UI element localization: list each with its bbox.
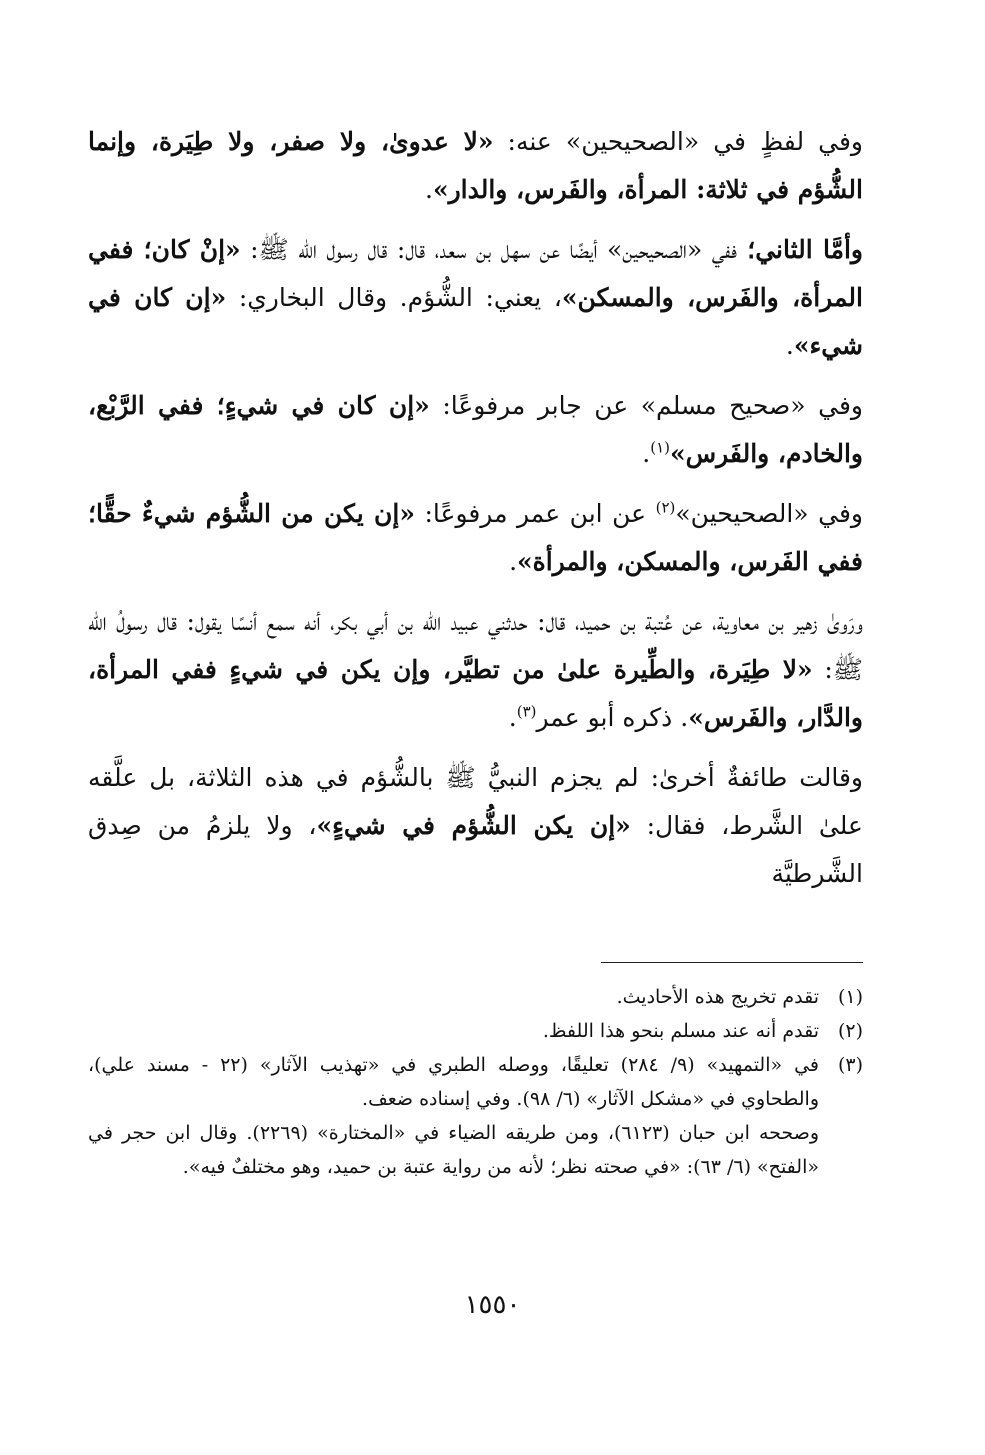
footnote-text: تقدم تخريج هذه الأحاديث.: [616, 986, 819, 1008]
paragraph-text: وفي «صحيح مسلم» عن جابر مرفوعًا:: [429, 391, 863, 420]
footnote-separator: [601, 962, 863, 963]
paragraph-text: عن ابن عمر مرفوعًا:: [414, 499, 656, 528]
page-number: ١٥٥٠: [464, 1290, 521, 1320]
paragraph: [88, 118, 863, 214]
footnote-reference: (١): [650, 438, 670, 457]
paragraph: [88, 490, 863, 586]
paragraph-text: .: [642, 439, 651, 468]
footnote: [88, 1048, 863, 1116]
footnote: [88, 1014, 863, 1048]
footnote-continuation: وصححه ابن حبان (٦١٢٣)، ومن طريقه الضياء في «المختارة» (٢٢٦٩). وقال ابن حجر في «الفتح» (٦/ ٦٣): «في صحته نظر؛ لأنه من رواية عتبة بن حميد، وهو مختلفٌ فيه».: [88, 1122, 820, 1178]
paragraph-text: .: [508, 703, 517, 732]
paragraph-text: ورَوىٰ زهير بن معاوية، عن عُتبة بن حميد، قال: حدثني عبيد الله بن أبي بكر، أنه سمع أنسًا يقول: قال رسولُ الله ﷺ:: [88, 607, 863, 684]
footnote-reference: (٣): [516, 702, 537, 721]
paragraph: [88, 226, 863, 370]
footnote-number: (٣): [837, 1054, 863, 1076]
hadith-text: «إن كان في شيءٍ؛ ففي الرَّبْع، والخادم، والفَرس»: [88, 391, 863, 468]
paragraph-text: . ذكره أبو عمر: [536, 703, 689, 732]
paragraph-text: .: [509, 547, 518, 576]
footnote-number: (١): [837, 986, 863, 1008]
hadith-text: وأمَّا الثاني؛: [737, 235, 863, 264]
hadith-text: «لا عدوىٰ، ولا صفر، ولا طِيَرة، وإنما الشُّؤم في ثلاثة: المرأة، والفَرس، والدار»: [88, 127, 863, 204]
paragraph-text: وقالت طائفةٌ أخرىٰ: لم يجزم النبيُّ ﷺ بالشُّؤم في هذه الثلاثة، بل علَّقه علىٰ الشَّرط، فقال:: [88, 763, 863, 840]
paragraph-text: وفي لفظٍ في «الصحيحين» عنه:: [493, 127, 863, 156]
paragraph: [88, 754, 863, 898]
paragraph-text: ، ولا يلزمُ من صِدق الشَّرطيَّة: [88, 811, 863, 888]
footnote-reference: (٢): [655, 498, 676, 517]
footnotes: [88, 980, 863, 1184]
hadith-text: «إن يكن الشُّؤم في شيءٍ»: [316, 811, 631, 840]
paragraph-text: ، يعني: الشُّؤم. وقال البخاري:: [226, 283, 562, 312]
footnote-number: (٢): [837, 1020, 863, 1042]
footnote: [88, 980, 863, 1014]
paragraph: [88, 382, 863, 478]
paragraph-text: .: [425, 175, 433, 204]
hadith-text: «إن كان في شيء»: [88, 283, 863, 360]
footnote-text: تقدم أنه عند مسلم بنحو هذا اللفظ.: [542, 1020, 819, 1042]
hadith-text: «إنْ كان؛ ففي المرأة، والفَرس، والمسكن»: [88, 235, 863, 312]
hadith-text: «لا طِيَرة، والطِّيرة علىٰ من تطيَّر، وإن يكن في شيءٍ ففي المرأة، والدَّار، والفَرس»: [88, 655, 863, 732]
paragraph-text: .: [785, 331, 794, 360]
paragraph: [88, 598, 863, 742]
hadith-text: «إن يكن من الشُّؤم شيءٌ حقًّا؛ ففي الفَرس، والمسكن، والمرأة»: [88, 499, 863, 576]
main-text: [88, 118, 863, 910]
footnote-text: في «التمهيد» (٩/ ٢٨٤) تعليقًا، ووصله الطبري في «تهذيب الآثار» (٢٢ - مسند علي)، والطحاوي في «مشكل الآثار» (٦/ ٩٨). وفي إسناده ضعف.: [88, 1054, 819, 1110]
paragraph-text: ففي «الصحيحين» أيضًا عن سهل بن سعد، قال: قال رسول الله ﷺ:: [240, 235, 738, 264]
paragraph-text: وفي «الصحيحين»: [675, 499, 863, 528]
